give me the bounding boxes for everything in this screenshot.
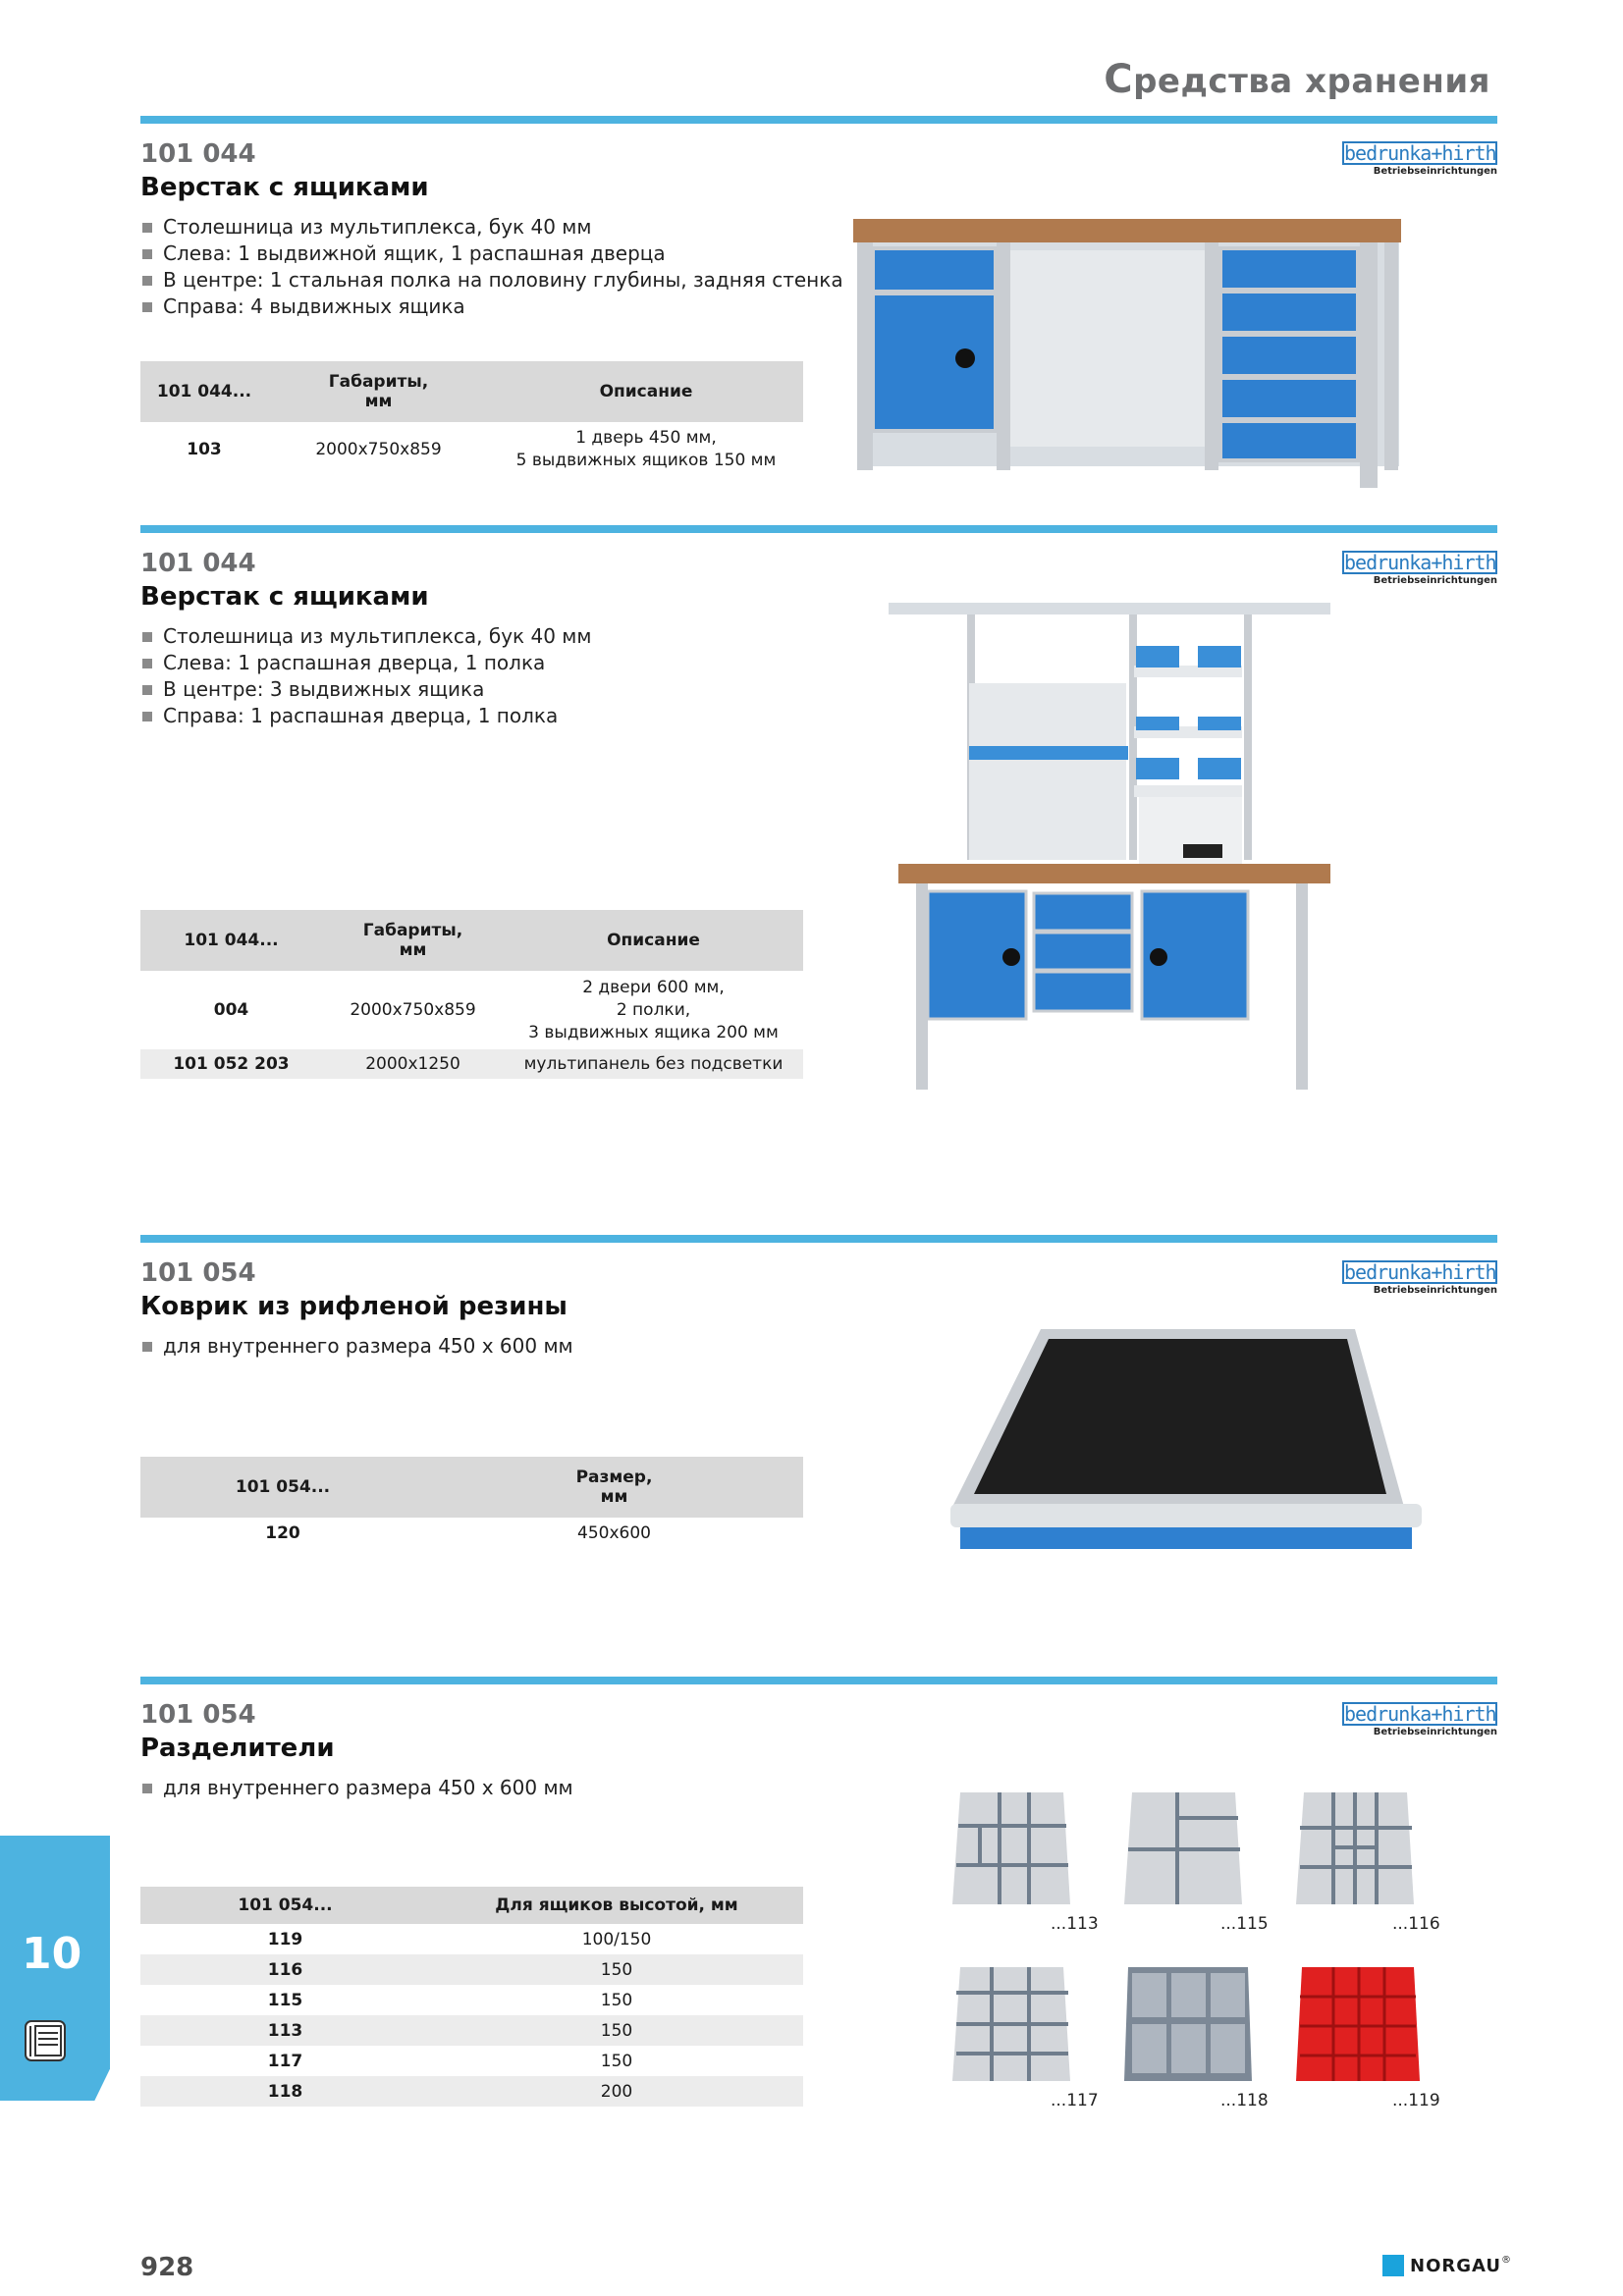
table-cell: 200 [430,2076,803,2107]
divider-115-image [1122,1789,1245,1908]
workbench-drawers-image [849,211,1404,491]
feature-item: В центре: 3 выдвижных ящика [140,676,591,703]
feature-item: Столешница из мультиплекса, бук 40 мм [140,623,591,650]
column-header: Описание [504,910,803,971]
table-header-row [140,910,803,971]
column-header: 101 044... [140,910,322,971]
table-cell: 100/150 [581,1929,652,1949]
column-header: Размер, мм [425,1457,803,1518]
brand-logo [1342,1260,1497,1296]
product-code: 101 054 [140,1700,256,1730]
table-cell: 2 двери 600 мм, 2 полки, 3 выдвижных ящика 200 мм [528,977,779,1042]
table-cell: 116 [140,1954,430,1985]
norgau-logo [1382,2255,1511,2276]
variant-caption: ...117 [1051,2091,1099,2110]
table-row [140,1954,803,1985]
brand-name: bedrunka+hirth [1344,551,1496,574]
title-initial: С [1104,57,1134,102]
variant-caption: ...118 [1220,2091,1269,2110]
table-cell: 150 [600,2051,633,2071]
workbench-multipanel-image [889,589,1330,1095]
product-code: 101 044 [140,139,256,169]
column-header: 101 054... [140,1887,430,1924]
table-header-row [140,1887,803,1924]
product-title: Верстак с ящиками [140,173,429,202]
column-header: Для ящиков высотой, мм [430,1887,803,1924]
table-cell: 103 [187,440,222,459]
table-row [140,2076,803,2107]
product-title: Разделители [140,1734,335,1763]
feature-item: Слева: 1 распашная дверца, 1 полка [140,650,591,676]
feature-item: для внутреннего размера 450 x 600 мм [140,1775,573,1801]
variant-caption: ...119 [1392,2091,1440,2110]
section-rule [140,116,1497,124]
product-title: Верстак с ящиками [140,582,429,612]
spec-table [140,910,803,1079]
column-header: 101 044... [140,361,268,422]
table-row [140,971,803,1049]
brand-subtitle: Betriebseinrichtungen [1373,1727,1497,1737]
column-header: Описание [489,361,803,422]
table-row [140,1049,803,1079]
divider-118-image [1122,1963,1255,2086]
feature-list [140,1333,573,1360]
brand-name: bedrunka+hirth [1344,1702,1496,1726]
table-cell: 115 [267,1990,303,2010]
product-code: 101 044 [140,549,256,578]
brand-name: bedrunka+hirth [1344,1260,1496,1284]
table-cell: 117 [267,2051,303,2071]
feature-list [140,1775,573,1801]
brand-logo [1342,141,1497,177]
table-header-row [140,361,803,422]
feature-item: для внутреннего размера 450 x 600 мм [140,1333,573,1360]
table-cell: 113 [140,2015,430,2046]
spec-table [140,1887,803,2107]
table-cell: 150 [430,2015,803,2046]
column-header: 101 054... [140,1457,425,1518]
table-cell: 2000x750x859 [315,440,442,459]
table-cell: 450x600 [577,1523,651,1543]
brand-logo [1342,551,1497,586]
section-rule [140,525,1497,533]
table-cell: 150 [600,1990,633,2010]
table-cell: 101 052 203 [140,1049,322,1079]
feature-item: Слева: 1 выдвижной ящик, 1 распашная дверца [140,240,843,267]
chapter-number: 10 [22,1929,82,1979]
table-row [140,2046,803,2076]
table-cell: 118 [140,2076,430,2107]
section-rule [140,1235,1497,1243]
spec-table [140,361,803,477]
brand-name: bedrunka+hirth [1344,141,1496,165]
feature-list [140,214,843,320]
logo-square-icon [1382,2255,1404,2276]
column-header: Габариты, мм [268,361,489,422]
title-rest: редства хранения [1133,62,1490,101]
table-cell: 2000x1250 [322,1049,504,1079]
table-cell: 150 [430,1954,803,1985]
table-row [140,2015,803,2046]
brand-subtitle: Betriebseinrichtungen [1373,1285,1497,1296]
product-title: Коврик из рифленой резины [140,1292,568,1321]
table-cell: 119 [267,1929,303,1949]
logo-text: NORGAU [1410,2255,1501,2276]
logo-registered-mark: ® [1501,2255,1511,2266]
table-cell: мультипанель без подсветки [504,1049,803,1079]
brand-subtitle: Betriebseinrichtungen [1373,166,1497,177]
storage-cabinet-icon [22,2017,69,2064]
divider-113-image [950,1789,1073,1908]
table-header-row [140,1457,803,1518]
table-row [140,1924,803,1954]
page-number: 928 [140,2253,194,2282]
feature-item: Справа: 1 распашная дверца, 1 полка [140,703,591,729]
feature-list [140,623,591,729]
variant-caption: ...113 [1051,1914,1099,1934]
variant-caption: ...115 [1220,1914,1269,1934]
brand-subtitle: Betriebseinrichtungen [1373,575,1497,586]
page-section-title [1104,57,1490,102]
table-row [140,1518,803,1549]
section-rule [140,1677,1497,1684]
rubber-mat-image [943,1325,1424,1556]
divider-119-image [1294,1963,1422,2086]
product-code: 101 054 [140,1258,256,1288]
variant-caption: ...116 [1392,1914,1440,1934]
table-cell: 120 [265,1523,300,1543]
table-cell: 004 [213,1000,249,1020]
column-header: Габариты, мм [322,910,504,971]
feature-item: В центре: 1 стальная полка на половину глубины, задняя стенка [140,267,843,294]
divider-116-image [1294,1789,1417,1908]
spec-table [140,1457,803,1549]
feature-item: Столешница из мультиплекса, бук 40 мм [140,214,843,240]
table-row [140,422,803,477]
brand-logo [1342,1702,1497,1737]
table-row [140,1985,803,2015]
table-cell: 1 дверь 450 мм, 5 выдвижных ящиков 150 мм [515,428,777,470]
feature-item: Справа: 4 выдвижных ящика [140,294,843,320]
divider-117-image [950,1963,1073,2086]
table-cell: 2000x750x859 [350,1000,476,1020]
